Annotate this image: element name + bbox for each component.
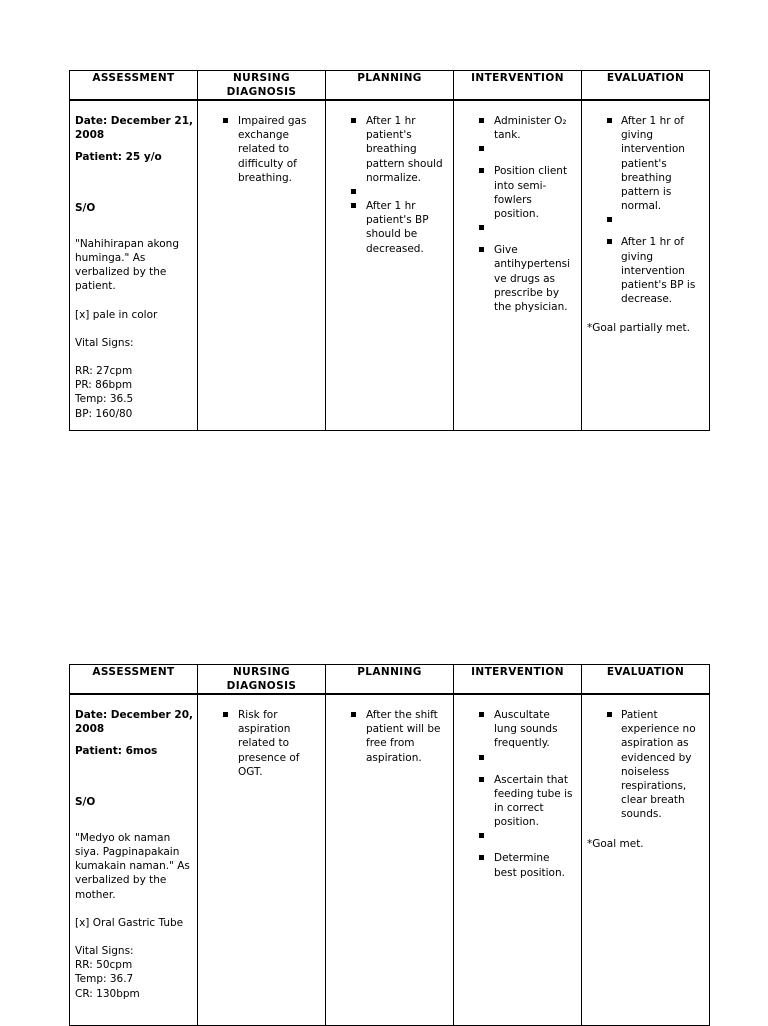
header-evaluation: EVALUATION bbox=[582, 71, 710, 101]
care-plan-table-1 bbox=[69, 70, 710, 431]
assessment-cell bbox=[70, 694, 198, 1026]
intervention-cell bbox=[454, 100, 582, 431]
care-plan-table-2 bbox=[69, 664, 710, 1026]
header-planning: PLANNING bbox=[326, 71, 454, 101]
header-planning: PLANNING bbox=[326, 665, 454, 695]
evaluation-cell bbox=[582, 694, 710, 1026]
intervention-cell bbox=[454, 694, 582, 1026]
header-row bbox=[70, 71, 710, 101]
diagnosis-cell bbox=[198, 694, 326, 1026]
assessment-finding: [x] Oral Gastric Tube bbox=[75, 916, 184, 929]
header-nursing-diagnosis: NURSING DIAGNOSIS bbox=[198, 71, 326, 101]
intervention-item: Ascertain that feeding tube is in correct position. bbox=[459, 773, 577, 830]
intervention-item: Auscultate lung sounds frequently. bbox=[459, 708, 577, 751]
planning-cell bbox=[326, 694, 454, 1026]
evaluation-item: After 1 hr of giving intervention patient's BP is decrease. bbox=[587, 235, 705, 306]
vital-sign: PR: 86bpm bbox=[75, 379, 133, 392]
assessment-so: S/O bbox=[75, 201, 96, 214]
table-row bbox=[70, 100, 710, 431]
evaluation-item: After 1 hr of giving intervention patient's breathing pattern is normal. bbox=[587, 114, 705, 213]
assessment-date: Date: December 20, 2008 bbox=[75, 709, 193, 736]
header-nursing-diagnosis: NURSING DIAGNOSIS bbox=[198, 665, 326, 695]
intervention-item: Position client into semi-fowlers position. bbox=[459, 164, 577, 221]
goal-status: *Goal met. bbox=[587, 837, 644, 850]
vital-signs-label: Vital Signs: bbox=[75, 336, 134, 349]
diagnosis-item: Impaired gas exchange related to difficulty of breathing. bbox=[203, 114, 321, 185]
evaluation-cell bbox=[582, 100, 710, 431]
vital-sign: CR: 130bpm bbox=[75, 987, 140, 1000]
vital-signs-label: Vital Signs: bbox=[75, 945, 134, 958]
planning-item: After the shift patient will be free from aspiration. bbox=[331, 708, 449, 765]
header-row bbox=[70, 665, 710, 695]
planning-item: After 1 hr patient's BP should be decreased. bbox=[331, 199, 449, 256]
assessment-finding: [x] pale in color bbox=[75, 308, 158, 321]
assessment-so: S/O bbox=[75, 795, 96, 808]
assessment-patient: Patient: 6mos bbox=[75, 745, 158, 758]
goal-status: *Goal partially met. bbox=[587, 322, 690, 335]
header-evaluation: EVALUATION bbox=[582, 665, 710, 695]
header-assessment: ASSESSMENT bbox=[70, 71, 198, 101]
evaluation-item: Patient experience no aspiration as evidenced by noiseless respirations, clear breath sounds. bbox=[587, 708, 705, 822]
assessment-patient: Patient: 25 y/o bbox=[75, 151, 162, 164]
diagnosis-cell bbox=[198, 100, 326, 431]
intervention-item: Give antihypertensi ve drugs as prescribe by the physician. bbox=[459, 243, 577, 314]
header-intervention: INTERVENTION bbox=[454, 71, 582, 101]
planning-item: After 1 hr patient's breathing pattern should normalize. bbox=[331, 114, 449, 185]
diagnosis-item: Risk for aspiration related to presence of OGT. bbox=[203, 708, 321, 779]
header-assessment: ASSESSMENT bbox=[70, 665, 198, 695]
vital-sign: RR: 50cpm bbox=[75, 959, 133, 972]
vital-sign: BP: 160/80 bbox=[75, 407, 133, 420]
assessment-cell bbox=[70, 100, 198, 431]
assessment-date: Date: December 21, 2008 bbox=[75, 115, 193, 142]
header-intervention: INTERVENTION bbox=[454, 665, 582, 695]
vital-sign: Temp: 36.7 bbox=[75, 973, 134, 986]
assessment-quote: "Nahihirapan akong huminga." As verbalized by the patient. bbox=[75, 237, 179, 293]
intervention-item: Administer O₂ tank. bbox=[459, 114, 577, 142]
planning-cell bbox=[326, 100, 454, 431]
vital-sign: RR: 27cpm bbox=[75, 365, 133, 378]
intervention-item: Determine best position. bbox=[459, 851, 577, 879]
table-row bbox=[70, 694, 710, 1026]
assessment-quote: "Medyo ok naman siya. Pagpinapakain kumakain naman." As verbalized by the mother. bbox=[75, 831, 190, 901]
vital-sign: Temp: 36.5 bbox=[75, 393, 134, 406]
